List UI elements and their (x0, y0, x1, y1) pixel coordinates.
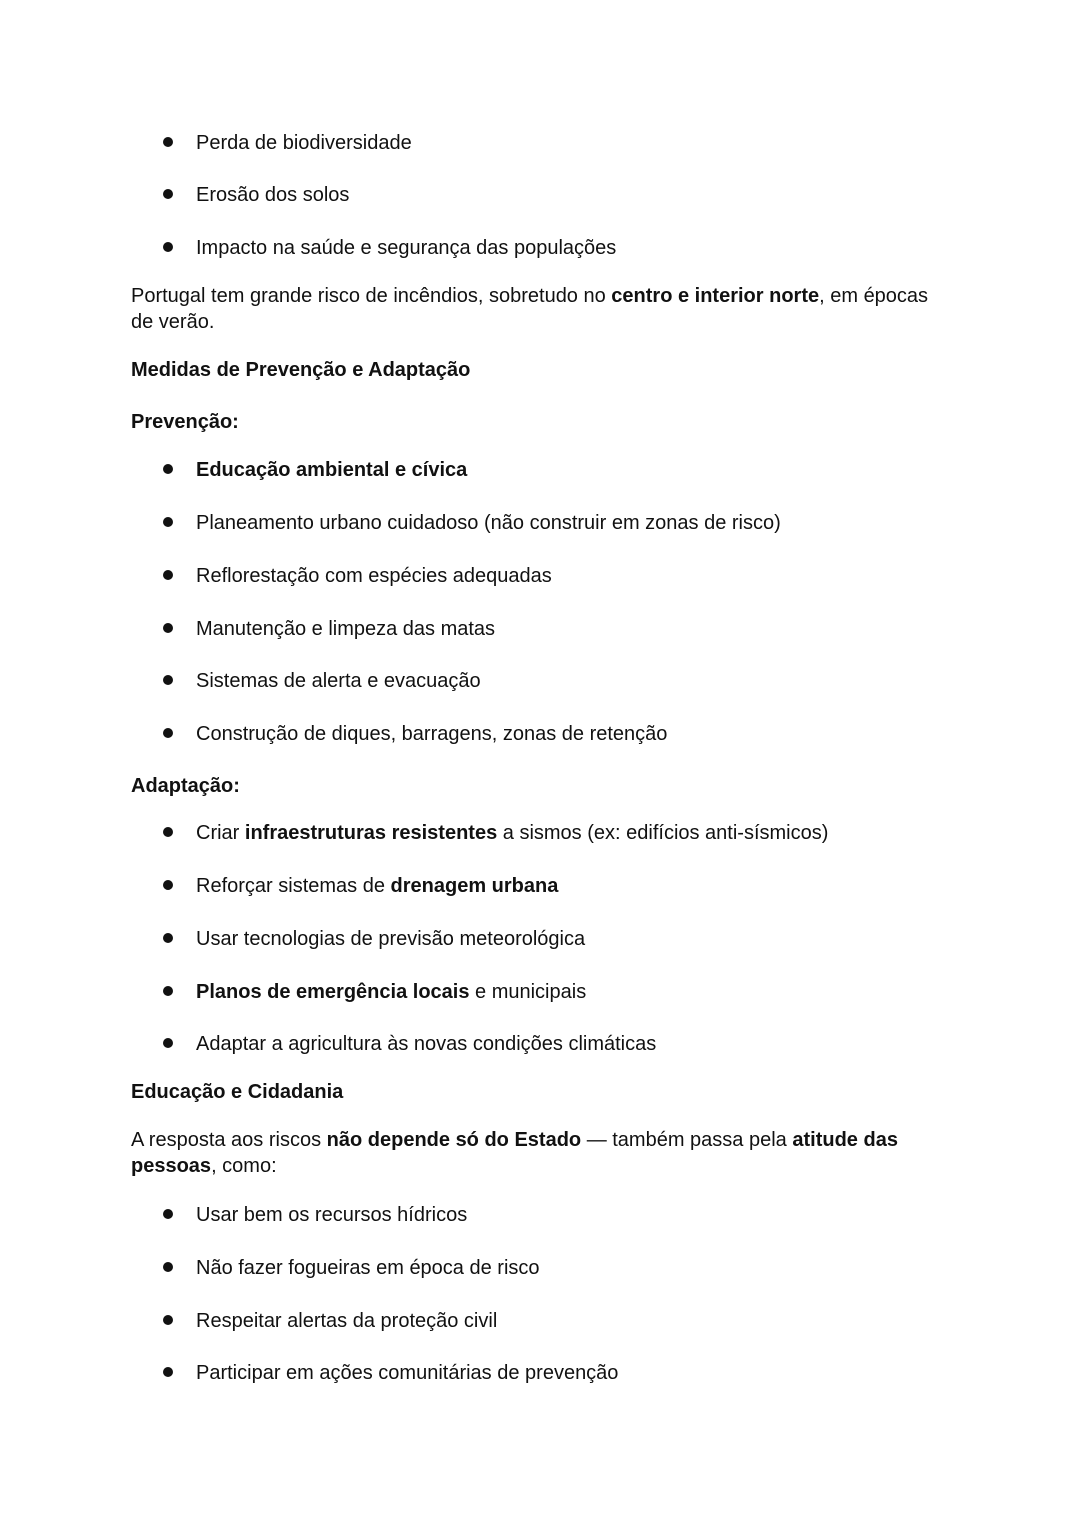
bullet-icon (163, 933, 173, 943)
bullet-icon (163, 189, 173, 199)
bullet-icon (163, 1262, 173, 1272)
bullet-icon (163, 880, 173, 890)
paragraph-text: A resposta aos riscos (131, 1129, 327, 1151)
list-item-text: Perda de biodiversidade (196, 132, 412, 154)
bullet-icon (163, 827, 173, 837)
list-item-text: Usar bem os recursos hídricos (196, 1204, 468, 1226)
bullet-icon (163, 1315, 173, 1325)
list-item-bold-text: Educação ambiental e cívica (196, 459, 468, 481)
list-item-bold-text: infraestruturas resistentes (244, 822, 498, 844)
paragraph-text: — também passa pela (581, 1129, 793, 1151)
education-paragraph (131, 1127, 951, 1179)
paragraph-bold-text: atitude das pessoas (131, 1129, 898, 1177)
bullet-icon (163, 1209, 173, 1219)
list-item-text-part: a sismos (ex: edifícios anti-sísmicos) (497, 822, 829, 844)
bullet-icon (163, 517, 173, 527)
list-item-text: Planeamento urbano cuidadoso (não construir em zonas de risco) (196, 512, 781, 534)
list-item-text: Erosão dos solos (196, 184, 350, 206)
bullet-icon (163, 1367, 173, 1377)
bullet-icon (163, 623, 173, 633)
bullet-icon (163, 464, 173, 474)
portugal-paragraph (131, 283, 951, 335)
list-item-text (196, 458, 467, 482)
list-item-text (196, 874, 558, 898)
list-item-text: Reflorestação com espécies adequadas (196, 565, 552, 587)
list-item-text-part: Criar (196, 822, 245, 844)
section-heading: Medidas de Prevenção e Adaptação (131, 359, 471, 381)
list-item-text: Não fazer fogueiras em época de risco (196, 1257, 540, 1279)
paragraph-bold-text: centro e interior norte (611, 285, 820, 307)
paragraph-text: , em épocas de verão. (131, 285, 929, 333)
list-item-bold-text: drenagem urbana (390, 875, 559, 897)
list-item-text-part: Reforçar sistemas de (196, 875, 391, 897)
list-item-text: Respeitar alertas da proteção civil (196, 1310, 498, 1332)
list-item-text: Manutenção e limpeza das matas (196, 618, 496, 640)
list-item-text: Adaptar a agricultura às novas condições climáticas (196, 1033, 657, 1055)
list-item-bold-text: Planos de emergência locais (196, 981, 470, 1003)
bullet-icon (163, 986, 173, 996)
list-item-text (196, 821, 828, 845)
bullet-icon (163, 242, 173, 252)
list-item-text: Usar tecnologias de previsão meteorológica (196, 928, 586, 950)
bullet-icon (163, 675, 173, 685)
paragraph-text: , como: (211, 1155, 277, 1177)
list-item-text (196, 980, 586, 1004)
education-heading: Educação e Cidadania (131, 1081, 344, 1103)
bullet-icon (163, 1038, 173, 1048)
list-item-text: Impacto na saúde e segurança das populações (196, 237, 617, 259)
bullet-icon (163, 137, 173, 147)
list-item-text-part: e municipais (469, 981, 587, 1003)
list-item-text: Construção de diques, barragens, zonas de retenção (196, 723, 668, 745)
list-item-text: Participar em ações comunitárias de prevenção (196, 1362, 619, 1384)
list-item-text: Sistemas de alerta e evacuação (196, 670, 481, 692)
paragraph-bold-text: não depende só do Estado (326, 1129, 582, 1151)
adaptation-heading: Adaptação: (131, 775, 240, 797)
prevention-heading: Prevenção: (131, 411, 239, 433)
paragraph-text: Portugal tem grande risco de incêndios, sobretudo no (131, 285, 612, 307)
bullet-icon (163, 570, 173, 580)
bullet-icon (163, 728, 173, 738)
